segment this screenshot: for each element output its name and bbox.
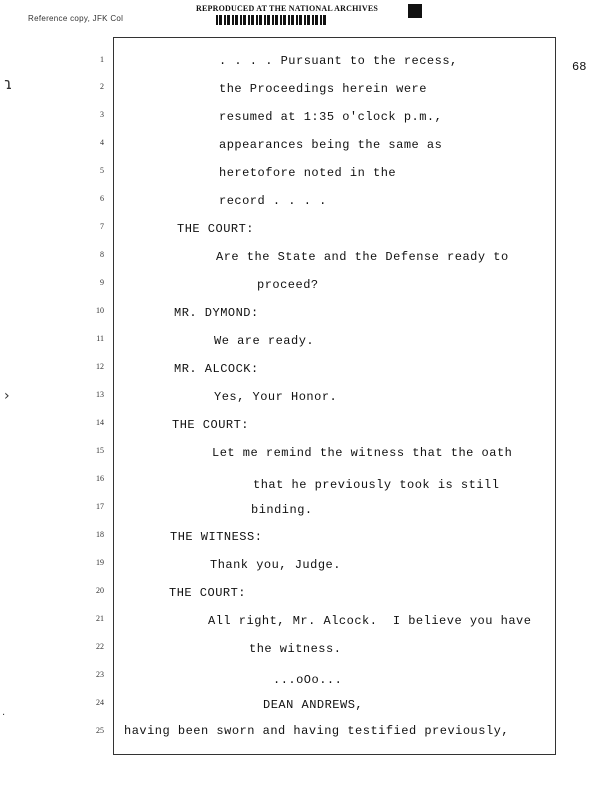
transcript-line: Thank you, Judge. (210, 558, 341, 572)
speaker-label: MR. ALCOCK: (174, 362, 259, 376)
speaker-label: MR. DYMOND: (174, 306, 259, 320)
transcript-line: Yes, Your Honor. (214, 390, 338, 404)
line-number: 16 (96, 474, 104, 483)
line-number: 13 (96, 390, 104, 399)
line-number: 11 (96, 334, 104, 343)
line-number: 1 (100, 55, 104, 64)
transcript-line: record . . . . (219, 194, 327, 208)
line-number: 12 (96, 362, 104, 371)
line-number: 2 (100, 82, 104, 91)
line-number: 20 (96, 586, 104, 595)
transcript-line: appearances being the same as (219, 138, 443, 152)
line-number: 3 (100, 110, 104, 119)
transcript-line: All right, Mr. Alcock. I believe you have (208, 614, 532, 628)
line-number: 18 (96, 530, 104, 539)
section-divider-text: ...oOo... (273, 673, 343, 687)
line-number: 14 (96, 418, 104, 427)
line-number: 4 (100, 138, 104, 147)
archives-stamp-title: REPRODUCED AT THE NATIONAL ARCHIVES (196, 4, 378, 13)
line-number: 8 (100, 250, 104, 259)
line-number: 19 (96, 558, 104, 567)
line-number: 10 (96, 306, 104, 315)
transcript-line: having been sworn and having testified previously, (124, 724, 510, 738)
line-number: 9 (100, 278, 104, 287)
line-number: 7 (100, 222, 104, 231)
transcript-line: We are ready. (214, 334, 315, 348)
speaker-label: THE COURT: (177, 222, 255, 236)
page-number: 68 (572, 60, 587, 74)
line-number: 21 (96, 614, 104, 623)
transcript-line: Are the State and the Defense ready to (216, 250, 509, 264)
transcript-line: Let me remind the witness that the oath (212, 446, 513, 460)
transcript-line: binding. (251, 503, 313, 517)
transcript-line: . . . . Pursuant to the recess, (219, 54, 458, 68)
transcript-line: the witness. (249, 642, 342, 656)
line-number: 23 (96, 670, 104, 679)
archives-stamp-flag (408, 4, 422, 18)
speaker-label: THE COURT: (172, 418, 250, 432)
line-number: 24 (96, 698, 104, 707)
margin-mark-top: ɿ (4, 74, 13, 93)
line-number: 25 (96, 726, 104, 735)
witness-name: DEAN ANDREWS, (263, 698, 364, 712)
line-number: 17 (96, 502, 104, 511)
speaker-label: THE WITNESS: (170, 530, 263, 544)
line-number: 15 (96, 446, 104, 455)
transcript-line: resumed at 1:35 o'clock p.m., (219, 110, 443, 124)
transcript-line: proceed? (257, 278, 319, 292)
transcript-line: heretofore noted in the (219, 166, 397, 180)
archives-stamp-bar (216, 15, 326, 25)
line-number: 22 (96, 642, 104, 651)
speaker-label: THE COURT: (169, 586, 247, 600)
margin-mark-bottom: · (2, 710, 6, 721)
line-number: 5 (100, 166, 104, 175)
margin-mark-middle: › (4, 388, 10, 404)
transcript-line: the Proceedings herein were (219, 82, 427, 96)
transcript-line: that he previously took is still (253, 478, 500, 492)
line-number: 6 (100, 194, 104, 203)
reference-copy-label: Reference copy, JFK Col (28, 14, 124, 23)
